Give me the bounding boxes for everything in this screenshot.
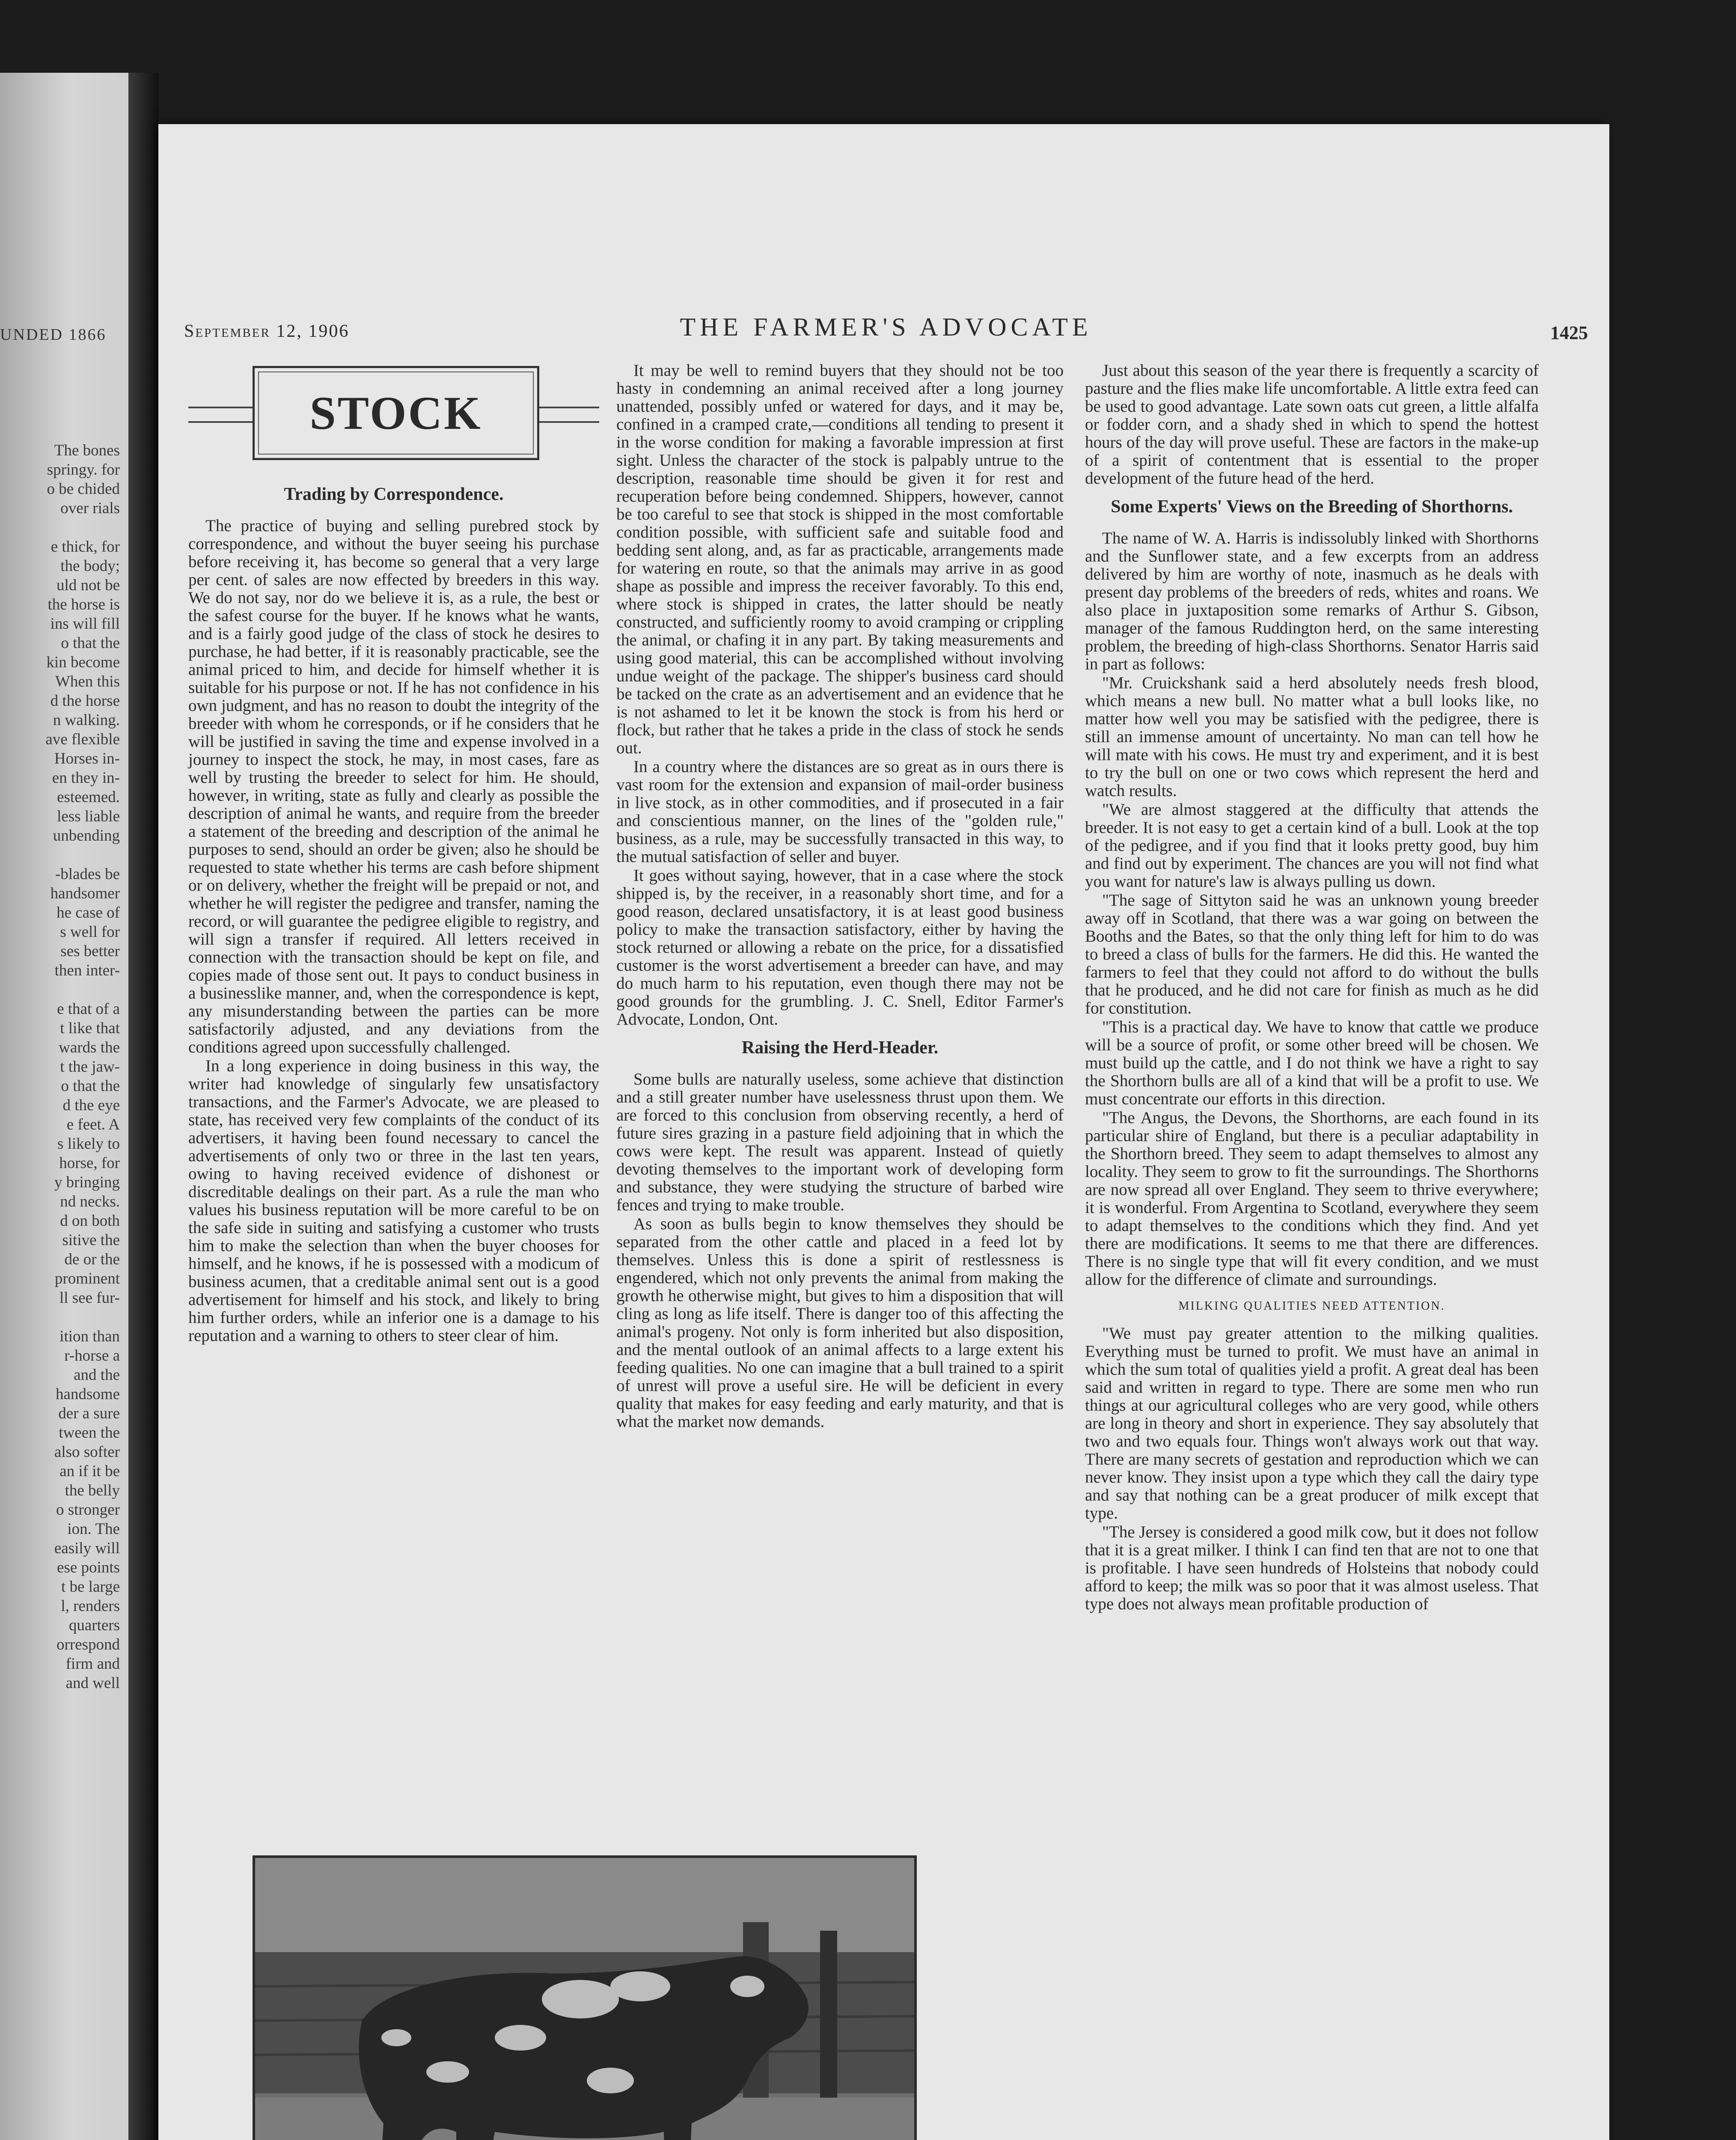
left-page-line: en they in- [52, 769, 120, 787]
left-page-line: less liable [57, 808, 120, 825]
paragraph: Some bulls are naturally useless, some achieve that distinction and a still greater number have uselessness thrust upon them. We are forced to this conclusion from observing recently, a herd of future sires grazing in a pasture field adjoining that in which the cows were kept. The result was apparent. Instead of quietly devoting themselves to the important work of developing form and substance, they were studying the structure of barbed wire fences and trying to make trouble. [616, 1070, 1064, 1214]
stock-section-banner [188, 366, 599, 458]
left-page-line: t like that [60, 1019, 120, 1037]
left-page-gap [4, 980, 120, 999]
left-page-line: ese points [57, 1559, 120, 1576]
banner-label: STOCK [309, 387, 482, 439]
paragraph: It goes without saying, however, that in a case where the stock shipped is, by the receiver, in a reasonably short time, and for a good reason, declared unsatisfactory, it is at least good business policy to make the transaction satisfactory, either by having the stock returned or allowing a rebate on the price, for a dissatisfied customer is the worst advertisement a breeder can have, and may do much harm to his reputation, even though there may not be good grounds for the grumbling. J. C. Snell, Editor Farmer's Advocate, London, Ont. [616, 866, 1064, 1028]
left-page-line: esteemed. [57, 788, 120, 806]
left-page-line: When this [55, 673, 120, 690]
publication-title: THE FARMER'S ADVOCATE [680, 313, 1092, 341]
paragraph: "We are almost staggered at the difficulty that attends the breeder. It is not easy to get a certain kind of a bull. Look at the top of the pedigree, and if you find that it looks pretty good, buy him and find out by experiment. The chances are you will not find what you want for nature's law is always pulling us down. [1085, 800, 1539, 891]
left-page-line: d the horse [50, 692, 120, 710]
column-3 [1085, 362, 1539, 1613]
left-page-line: firm and [65, 1655, 120, 1673]
left-page-line: n walking. [53, 711, 120, 729]
paragraph: The practice of buying and selling purebred stock by correspondence, and without the buyer seeing his purchase before receiving it, has become so general that a very large per cent. of sales are now effected by breeders in this way. We do not say, nor do we believe it is, as a rule, the best or the safest course for the buyer. If he knows what he wants, and is a fairly good judge of the class of stock he desires to purchase, he had better, if it is reasonably practicable, see the animal priced to him, and decide for himself whether it is suitable for his purpose or not. If he has not confidence in his own judgment, and has no reason to doubt the integrity of the breeder with whom he corresponds, or if he considers that he will be justified in saving the time and expense involved in a journey to inspect the stock, he may, in most cases, fare as well by trusting the breeder to select for him. He should, however, in writing, state as fully and clearly as possible the description of animal he wants, and require from the breeder a statement of the breeding and description of the animal he purposes to send, should an order be given; also he should be requested to state whether his terms are cash before shipment or on delivery, whether the freight will be prepaid or not, and whether he will register the pedigree and transfer, naming the record, or will guarantee the pedigree eligible to registry, and will sign a transfer if required. All letters received in connection with the transaction should be kept on file, and copies made of those sent out. It pays to conduct business in a businesslike manner, and, when the correspondence is kept, any misunderstanding between the parties can be more satisfactorily adjusted, and any deviations from the conditions agreed upon successfully challenged. [188, 517, 599, 1056]
left-page-gap [4, 1308, 120, 1327]
left-page-line: de or the [64, 1251, 120, 1268]
left-page-line: ition than [59, 1328, 120, 1345]
magazine-page [158, 124, 1609, 2140]
left-page-line: orrespond [56, 1636, 120, 1653]
left-page-line: e feet. A [66, 1116, 120, 1133]
paragraph: "This is a practical day. We have to know that cattle we produce will be a source of profit, or some other breed will be chosen. We must build up the cattle, and I do not think we have a right to say the Shorthorn bulls are all of a kind that will be a profit to use. We must concentrate our efforts in this direction. [1085, 1018, 1539, 1108]
issue-date: September 12, 1906 [184, 321, 350, 341]
left-page-line: ll see fur- [59, 1289, 120, 1307]
paragraph: "Mr. Cruickshank said a herd absolutely needs fresh blood, which means a new bull. No matter what a bull looks like, no matter how well you may be satisfied with the pedigree, there is still an immense amount of uncertainty. No man can tell how he will mate with his cows. He must try and experiment, and it is best to try the bull on one or two cows which represent the herd and watch results. [1085, 674, 1539, 800]
left-page-line: t the jaw- [60, 1058, 120, 1076]
left-page-line: ses better [60, 942, 120, 960]
left-page-line: -blades be [55, 865, 120, 883]
left-page-line: quarters [68, 1617, 120, 1634]
banner-box [253, 366, 539, 460]
column-1 [188, 366, 599, 1345]
shorthorn-bull-photo [253, 1855, 917, 2140]
left-page-line: d the eye [62, 1097, 120, 1114]
left-page-gap [4, 845, 120, 865]
left-page-line: an if it be [59, 1462, 120, 1480]
left-page-line: The bones [54, 442, 120, 459]
left-page-line: o stronger [56, 1501, 120, 1519]
left-page-line: nd necks. [60, 1193, 120, 1210]
left-page-line: the body; [60, 557, 120, 575]
left-page-line: springy. for [47, 461, 120, 479]
left-page-line: and the [74, 1366, 120, 1384]
left-page-line: wards the [59, 1039, 120, 1056]
page-number: 1425 [1550, 322, 1588, 343]
left-page-line: der a sure [58, 1405, 120, 1422]
left-page-line: l, renders [61, 1597, 120, 1615]
left-page-line: horse, for [59, 1154, 120, 1172]
paragraph: "The sage of Sittyton said he was an unknown young breeder away off in Scotland, that there was a war going on between the Booths and the Bates, so that the only thing left for him to do was to breed a class of bulls for the farmers. He did this. He wanted the farmers to feel that they could not afford to do without the bulls that he produced, and he did not care for finish as much as he did for constitution. [1085, 891, 1539, 1017]
column-2 [616, 362, 1064, 1431]
left-page-line: then inter- [54, 962, 120, 979]
left-page-line: r-horse a [64, 1347, 120, 1364]
article-heading-trading: Trading by Correspondence. [284, 484, 504, 504]
left-page-line: unbending [53, 827, 120, 844]
left-page-line: the horse is [48, 596, 120, 613]
subheading-milking: MILKING QUALITIES NEED ATTENTION. [1178, 1299, 1445, 1313]
paragraph: Just about this season of the year there is frequently a scarcity of pasture and the flies make life uncomfortable. A little extra feed can be used to good advantage. Late sown oats cut green, a little alfalfa or fodder corn, and a shady shed in which to spend the hottest hours of the day will prove useful. These are factors in the make-up of a spirit of contentment that is essential to the proper development of the future head of the herd. [1085, 361, 1539, 487]
left-page-line: the belly [65, 1482, 120, 1499]
left-page-line: also softer [54, 1443, 120, 1461]
left-page-line: uld not be [56, 577, 120, 594]
left-page-fragment [0, 73, 128, 2140]
paragraph: In a country where the distances are so great as in ours there is vast room for the extension and expansion of mail-order business in live stock, as in other commodities, and if prosecuted in a fair and conscientious manner, on the lines of the "golden rule," business, as a rule, may be successfully transacted in this way, to the mutual satisfaction of seller and buyer. [616, 758, 1064, 866]
paragraph: "We must pay greater attention to the milking qualities. Everything must be turned to profit. We must have an animal in which the sum total of qualities yield a profit. A great deal has been said and written in regard to type. There are some men who run things at our agricultural colleges who are very good, while others are long in theory and short in experience. They say absolutely that two and two equals four. Things won't always work out that way. There are many secrets of gestation and reproduction which we can never know. They insist upon a type which they call the dairy type and say that nothing can be a great producer of milk except that type. [1085, 1324, 1539, 1522]
left-page-text [4, 441, 120, 1693]
left-page-line: he case of [56, 904, 120, 921]
left-page-line: s likely to [57, 1135, 120, 1153]
paragraph: "The Angus, the Devons, the Shorthorns, are each found in its particular shire of England, but there is a peculiar adaptability in the Shorthorn breed. They seem to adapt themselves to almost any locality. They seem to grow to fit the surroundings. The Shorthorns are now spread all over England. They seem to thrive everywhere; it is wonderful. From Argentina to Scotland, everywhere they seem to adapt themselves to the conditions which they find. And yet there are modifications. It seems to me that there are differences. There is no single type that will fit every condition, and we must allow for the difference of climate and surroundings. [1085, 1109, 1539, 1289]
left-page-line: handsome [55, 1385, 120, 1403]
bull-illustration [255, 1858, 914, 2140]
left-page-line: s well for [60, 923, 120, 941]
left-page-line: t be large [61, 1578, 120, 1596]
article-heading-herd-header: Raising the Herd-Header. [741, 1038, 939, 1058]
left-page-line: handsomer [50, 885, 120, 902]
left-page-line: y bringing [54, 1174, 120, 1191]
left-page-line: o that the [61, 634, 120, 652]
left-page-line: ave flexible [45, 731, 120, 748]
left-page-line: o be chided [47, 480, 120, 498]
paragraph: The name of W. A. Harris is indissolubly linked with Shorthorns and the Sunflower state, and a few excerpts from an address delivered by him are worthy of note, inasmuch as he deals with present day problems of the breeders of reds, whites and roans. We also place in juxtaposition some remarks of Arthur S. Gibson, manager of the famous Ruddington herd, on the same interesting problem, the breeding of high-class Shorthorns. Senator Harris said in part as follows: [1085, 529, 1539, 673]
left-page-line: over rials [60, 499, 120, 517]
left-page-line: tween the [59, 1424, 120, 1442]
left-page-line: ins will fill [50, 615, 120, 633]
paragraph: As soon as bulls begin to know themselves they should be separated from the other cattle and placed in a feed lot by themselves. Unless this is done a spirit of restlessness is engendered, which not only prevents the animal from making the growth he otherwise might, but gives to him a disposition that will cling as long as life itself. There is danger too of this affecting the animal's progeny. Not only is form inherited but also disposition, and the mental outlook of an animal affects to a large extent his feeding qualities. No one can imagine that a bull trained to a spirit of unrest will prove a useful sire. He will be deficient in every quality that makes for easy feeding and early maturity, and that is what the market now demands. [616, 1215, 1064, 1431]
running-head [184, 312, 1588, 347]
left-page-line: sitive the [62, 1231, 120, 1249]
left-page-line: ion. The [67, 1520, 120, 1538]
left-page-line: easily will [54, 1540, 120, 1557]
left-page-line: kin become [46, 654, 120, 671]
left-page-line: Horses in- [54, 750, 120, 767]
book-spine [128, 73, 158, 2140]
left-page-header: UNDED 1866 [0, 326, 107, 344]
left-page-line: d on both [60, 1212, 120, 1230]
paragraph: It may be well to remind buyers that they should not be too hasty in condemning an animal received after a long journey unattended, possibly unfed or watered for days, and it may be, confined in a cramped crate,—conditions all tending to present it in the worse condition for making a favorable impression at first sight. Unless the character of the stock is palpably untrue to the description, reasonable time should be given it for rest and recuperation before being condemned. Shippers, however, cannot be too careful to see that stock is shipped in the most comfortable condition possible, with sufficient safe and suitable food and bedding sent along, and, as far as practicable, arrangements made for watering en route, so that the animals may arrive in as good shape as possible and impress the receiver favorably. To this end, where stock is shipped in crates, the latter should be neatly constructed, and sufficiently roomy to avoid cramping or crippling the animal, or chafing it in any part. By taking measurements and using good material, this can be accomplished without involving undue weight of the package. The shipper's business card should be tacked on the crate as an advertisement and an evidence that he is not ashamed to let it be known the stock is from his herd or flock, but rather that he takes a pride in the class of stock he sends out. [616, 361, 1064, 757]
article-heading-experts: Some Experts' Views on the Breeding of Shorthorns. [1111, 497, 1513, 517]
left-page-line: and well [65, 1674, 120, 1692]
left-page-line: e that of a [57, 1000, 120, 1018]
left-page-line: e thick, for [51, 538, 120, 556]
left-page-gap [4, 518, 120, 537]
left-page-line: o that the [61, 1077, 120, 1095]
paragraph: "The Jersey is considered a good milk cow, but it does not follow that it is a great milker. I think I can find ten that are not to one that is profitable. I have seen hundreds of Holsteins that nobody could afford to keep; the milk was so poor that it was almost useless. That type does not always mean profitable production of [1085, 1523, 1539, 1613]
left-page-line: prominent [54, 1270, 120, 1287]
paragraph: In a long experience in doing business in this way, the writer had knowledge of singularly few unsatisfactory transactions, and the Farmer's Advocate, we are pleased to state, has received very few complaints of the conduct of its advertisers, it having been found necessary to cancel the advertisements of only two or three in the last ten years, owing to having received evidence of dishonest or discreditable dealings on their part. As a rule the man who values his business reputation will be more careful to be on the safe side in suiting and satisfying a customer who trusts him to make the selection than when the buyer chooses for himself, and he knows, if he is possessed with a modicum of business acumen, that a creditable animal sent out is a good advertisement for himself and his stock, and likely to bring him further orders, while an inferior one is a damage to his reputation and a warning to others to steer clear of him. [188, 1057, 599, 1345]
